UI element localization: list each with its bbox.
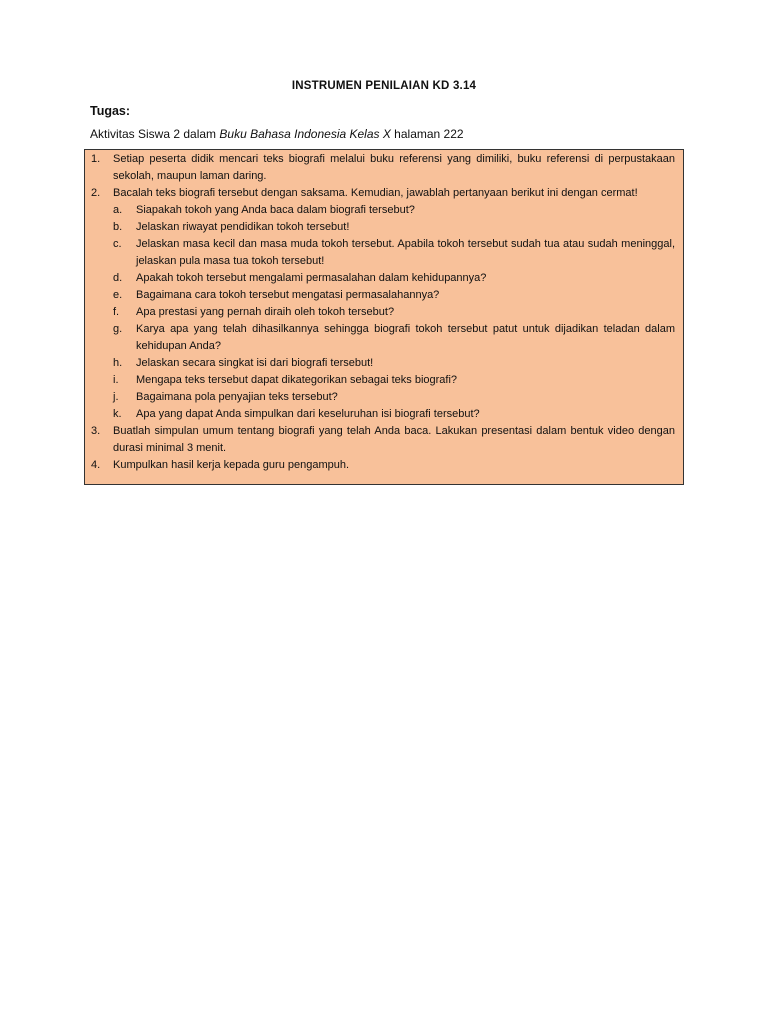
- question-letter: a.: [113, 204, 123, 216]
- question-letter: k.: [113, 408, 122, 420]
- question-text: Jelaskan riwayat pendidikan tokoh tersebut!: [136, 221, 350, 233]
- question-k: [91, 406, 675, 423]
- task-item-1: [91, 151, 675, 185]
- task-text: Buatlah simpulan umum tentang biografi yang telah Anda baca. Lakukan presentasi dalam bentuk video dengan durasi minimal 3 menit.: [113, 425, 675, 454]
- question-d: [91, 270, 675, 287]
- question-e: [91, 287, 675, 304]
- question-text: Apakah tokoh tersebut mengalami permasalahan dalam kehidupannya?: [136, 272, 487, 284]
- question-a: [91, 202, 675, 219]
- question-i: [91, 372, 675, 389]
- question-h: [91, 355, 675, 372]
- question-letter: f.: [113, 306, 120, 318]
- question-letter: e.: [113, 289, 123, 301]
- task-number: 3.: [91, 425, 101, 437]
- document-title: INSTRUMEN PENILAIAN KD 3.14: [291, 80, 477, 92]
- task-number: 4.: [91, 459, 101, 471]
- question-text: Jelaskan secara singkat isi dari biografi tersebut!: [136, 357, 374, 369]
- task-text: Bacalah teks biografi tersebut dengan saksama. Kemudian, jawablah pertanyaan berikut ini dengan cermat!: [113, 187, 638, 199]
- question-b: [91, 219, 675, 236]
- task-item-3: [91, 423, 675, 457]
- question-letter: g.: [113, 323, 123, 335]
- question-text: Apa yang dapat Anda simpulkan dari keseluruhan isi biografi tersebut?: [136, 408, 480, 420]
- question-c: [91, 236, 675, 270]
- question-g: [91, 321, 675, 355]
- question-text: Mengapa teks tersebut dapat dikategorikan sebagai teks biografi?: [136, 374, 458, 386]
- task-heading: Tugas:: [90, 104, 131, 118]
- question-text: Karya apa yang telah dihasilkannya sehingga biografi tokoh tersebut patut untuk dijadikan teladan dalam kehidupan Anda?: [136, 323, 675, 352]
- activity-intro: [90, 127, 464, 141]
- question-j: [91, 389, 675, 406]
- book-title: Buku Bahasa Indonesia Kelas X: [219, 127, 391, 141]
- task-text: Setiap peserta didik mencari teks biografi melalui buku referensi yang dimiliki, buku referensi di perpustakaan sekolah, maupun laman daring.: [113, 153, 675, 182]
- question-letter: j.: [113, 391, 119, 403]
- question-letter: h.: [113, 357, 123, 369]
- question-text: Bagaimana cara tokoh tersebut mengatasi permasalahannya?: [136, 289, 440, 301]
- task-item-4: [91, 457, 675, 474]
- task-number: 2.: [91, 187, 101, 199]
- question-text: Jelaskan masa kecil dan masa muda tokoh tersebut. Apabila tokoh tersebut sudah tua atau sudah meninggal, jelaskan pula masa tua tokoh tersebut!: [136, 238, 675, 267]
- question-f: [91, 304, 675, 321]
- intro-suffix: halaman 222: [390, 127, 464, 141]
- task-list-box: [84, 149, 684, 485]
- question-letter: c.: [113, 238, 122, 250]
- task-text: Kumpulkan hasil kerja kepada guru pengampuh.: [113, 459, 350, 471]
- intro-prefix: Aktivitas Siswa 2 dalam: [90, 127, 220, 141]
- task-item-2: [91, 185, 675, 202]
- question-text: Bagaimana pola penyajian teks tersebut?: [136, 391, 338, 403]
- question-text: Siapakah tokoh yang Anda baca dalam biografi tersebut?: [136, 204, 415, 216]
- question-letter: b.: [113, 221, 123, 233]
- task-number: 1.: [91, 153, 101, 165]
- question-letter: d.: [113, 272, 123, 284]
- question-text: Apa prestasi yang pernah diraih oleh tokoh tersebut?: [136, 306, 395, 318]
- question-letter: i.: [113, 374, 119, 386]
